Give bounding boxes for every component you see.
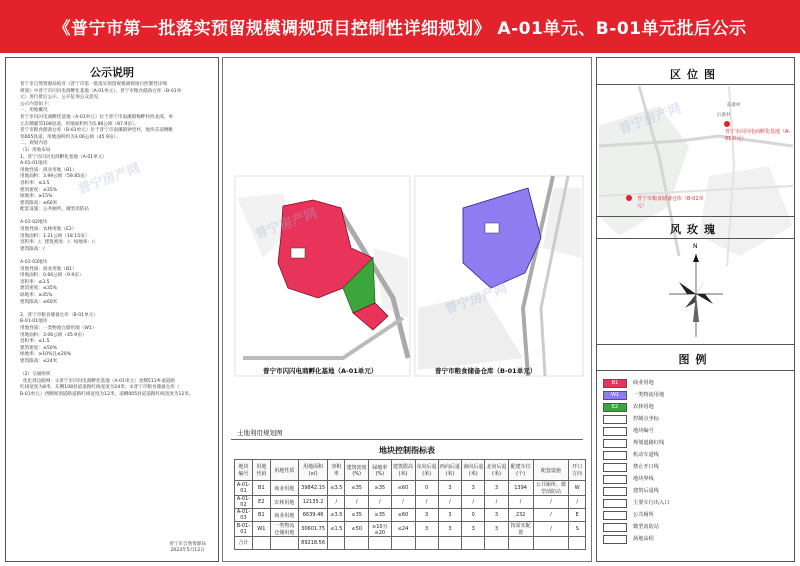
table-cell: 按需实配置	[508, 522, 533, 537]
location-map	[599, 86, 793, 266]
table-cell: E2	[252, 496, 270, 509]
legend-swatch	[603, 451, 627, 460]
legend-item	[601, 426, 791, 436]
table-cell: /	[569, 496, 586, 509]
notice-line: 公示内容如下：	[20, 101, 53, 107]
location-heading: 区位图	[670, 68, 721, 81]
table-row	[235, 509, 586, 522]
notice-line: （2）交通组织	[20, 372, 51, 378]
table-cell: S	[569, 522, 586, 537]
legend-item	[601, 510, 791, 520]
table-cell: 3	[438, 509, 461, 522]
watermark: 普宁房产网	[76, 161, 143, 198]
table-cell: 3	[485, 481, 508, 496]
notice-line: 建筑密度：≤50%	[20, 345, 58, 351]
table-cell: /	[533, 509, 569, 522]
divider	[597, 84, 794, 85]
watermark: 普宁房产网	[617, 101, 684, 138]
legend-swatch	[603, 463, 627, 472]
notice-line: 用地面积：3.06公顷（45.9亩）	[20, 332, 87, 338]
notice-line: 用地性质：商业用地（B1）	[20, 167, 77, 173]
table-cell: ≥35	[369, 481, 391, 496]
divider	[597, 370, 794, 371]
table-header-cell: 用地性质	[270, 460, 298, 481]
table-header-cell: 配套设施	[533, 460, 569, 481]
notice-line: 建筑限高：/	[20, 246, 45, 252]
legend-label: 一类物流用地	[633, 392, 665, 398]
legend-label: 微型消防站	[633, 524, 659, 530]
wind-rose-diagram	[669, 242, 723, 342]
legend-item	[601, 402, 791, 412]
notice-line: A-01-02地块	[20, 220, 48, 226]
table-cell: ≤50	[345, 522, 369, 537]
location-a01-label: 普宁市闪闪电商孵化基地（A-01单元）	[725, 129, 791, 142]
legend-item	[601, 438, 791, 448]
legend-item	[601, 498, 791, 508]
table-header-cell: 西向后退(米)	[438, 460, 461, 481]
table-cell: 3	[485, 522, 508, 537]
legend-swatch	[603, 439, 627, 448]
table-cell: B-01-01	[235, 522, 253, 537]
control-table-title: 地块控制指标表	[379, 446, 435, 455]
b01-location-marker	[626, 195, 632, 201]
table-cell: B1	[252, 509, 270, 522]
table-cell	[415, 537, 438, 550]
table-cell: 一类物流仓储用地	[270, 522, 298, 537]
table-cell: 商业用地	[270, 509, 298, 522]
notice-line: （1）用地布局	[20, 147, 51, 153]
notice-line: 一、用地概况	[20, 108, 48, 114]
page-title: 《普宁市第一批落实预留规模调规项目控制性详细规划》 A-01单元、B-01单元批后公示	[0, 0, 800, 53]
divider	[597, 238, 794, 239]
notice-line: 普宁市闪闪电商孵化基地（A-01单元）位于普宁市南溪镇梅畔村西北部，单	[20, 114, 173, 120]
table-cell	[391, 537, 415, 550]
legend-swatch	[603, 499, 627, 508]
table-cell: A-01-03	[235, 509, 253, 522]
table-cell: /	[369, 496, 391, 509]
notice-heading: 公示说明	[90, 66, 134, 79]
legend-swatch	[603, 511, 627, 520]
legend-swatch	[603, 523, 627, 532]
table-header-cell: 绿地率(%)	[369, 460, 391, 481]
table-cell: 合计	[235, 537, 253, 550]
table-cell: ≥35	[369, 509, 391, 522]
notice-line: 容积率：≤3.5	[20, 180, 50, 186]
table-cell: 3	[485, 509, 508, 522]
notice-line: 用地性质：农林用地（E2）	[20, 227, 77, 233]
legend-label: 地块编号	[633, 428, 654, 434]
table-cell: 3	[438, 522, 461, 537]
legend-swatch: E2	[603, 403, 627, 412]
table-header-cell: 南向后退(米)	[462, 460, 485, 481]
table-header-cell: 建筑密度(%)	[345, 460, 369, 481]
table-cell	[270, 537, 298, 550]
table-cell: 3	[415, 522, 438, 537]
table-cell	[462, 537, 485, 550]
divider	[231, 439, 583, 440]
legend-item	[601, 414, 791, 424]
table-cell	[369, 537, 391, 550]
legend-label: 规划道路红线	[633, 440, 665, 446]
notice-line: A-01-01地块	[20, 161, 48, 167]
table-cell: 3	[415, 509, 438, 522]
table-cell	[328, 537, 345, 550]
table-header-cell: 用地面积(㎡)	[298, 460, 328, 481]
table-cell	[533, 537, 569, 550]
table-row	[235, 537, 586, 550]
notice-line	[20, 306, 212, 313]
legend-label: 控制点坐标	[633, 416, 659, 422]
table-cell: ≤60	[391, 509, 415, 522]
table-cell: B1	[252, 481, 270, 496]
table-header-cell: 配建车位(个)	[508, 460, 533, 481]
table-cell: /	[485, 496, 508, 509]
table-cell: 公共厕所、微型消防站	[533, 481, 569, 496]
legend-label: 机动车道线	[633, 452, 659, 458]
legend-label: 商业用地	[633, 380, 654, 386]
wind-rose-heading: 风玫瑰	[670, 223, 721, 236]
table-cell: /	[533, 522, 569, 537]
table-cell: 232	[508, 509, 533, 522]
divider	[597, 216, 794, 217]
legend-item	[601, 486, 791, 496]
notice-line: 建筑限高：≤60米	[20, 299, 58, 305]
legend-item	[601, 450, 791, 460]
notice-line: 容积率：≤1.5	[20, 339, 50, 345]
notice-line: 建筑限高：≤60米	[20, 200, 58, 206]
table-cell: W	[569, 481, 586, 496]
notice-line: 普宁市粮食储备仓库（B-01单元）位于普宁市南溪镇钟堂村，地块东南侧毗	[20, 128, 174, 134]
table-cell: /	[462, 496, 485, 509]
legend-item	[601, 474, 791, 484]
table-header-cell: 北向后退(米)	[485, 460, 508, 481]
signature-org: 普宁市自然资源局	[169, 541, 206, 547]
table-cell: 0	[415, 481, 438, 496]
notice-line: 容积率：/；建筑密度：/；绿地率：/；	[20, 240, 99, 246]
legend-label: 禁止开口线	[633, 464, 659, 470]
table-cell: ≤60	[391, 481, 415, 496]
legend-swatch: B1	[603, 379, 627, 388]
place-label: 后寨村	[717, 113, 731, 118]
legend-label: 公共厕所	[633, 512, 654, 518]
table-cell: 12135.2	[298, 496, 328, 509]
a01-location-marker	[724, 121, 730, 127]
notice-line: 绿地率：≥35%	[20, 293, 53, 298]
notice-line	[20, 214, 212, 221]
notice-line: 绿地率：≥10%且≤20%	[20, 352, 72, 358]
notice-line	[20, 253, 212, 260]
table-cell: /	[438, 496, 461, 509]
a01-caption: 普宁市闪闪电商孵化基地（A-01单元）	[263, 367, 378, 375]
table-cell: E	[569, 509, 586, 522]
legend-heading: 图例	[678, 353, 713, 366]
table-header-cell: 开口方向	[569, 460, 586, 481]
notice-line: 建筑限高：≤24米	[20, 358, 58, 364]
table-cell: 3	[438, 481, 461, 496]
table-cell: 39842.15	[298, 481, 328, 496]
legend-swatch	[603, 487, 627, 496]
notice-line: 用地性质：商业用地（B1）	[20, 266, 77, 272]
table-cell: 89218.56	[298, 537, 328, 550]
legend-item	[601, 378, 791, 388]
notice-line: 元东侧紧邻108县道，用地面积约为5.86公顷（87.9亩）。	[20, 121, 139, 127]
table-cell: 3	[462, 481, 485, 496]
table-row	[235, 481, 586, 496]
table-header-cell: 容积率	[328, 460, 345, 481]
table-cell: W1	[252, 522, 270, 537]
table-cell: /	[508, 496, 533, 509]
table-cell: 3	[462, 522, 485, 537]
table-cell: 30601.75	[298, 522, 328, 537]
table-cell	[252, 537, 270, 550]
legend-swatch	[603, 415, 627, 424]
notice-line: 用地面积：3.99公顷（59.85亩）	[20, 174, 90, 180]
table-cell	[345, 537, 369, 550]
notice-line: 普宁市自然资源局拟对《普宁市第一批落实预留规模调规项目控制性详细	[20, 82, 168, 87]
table-cell: 商业用地	[270, 481, 298, 496]
notice-line: 二、规划内容	[20, 141, 48, 147]
divider	[597, 344, 794, 345]
legend-item	[601, 390, 791, 400]
table-cell: /	[345, 496, 369, 509]
legend-label: 场地高程	[633, 536, 654, 542]
notice-line: 邻005县道，用地面积约为3.06公顷（45.9亩）。	[20, 134, 121, 140]
notice-line: 用地面积：0.66公顷（9.9亩）	[20, 273, 84, 279]
legend-swatch	[603, 535, 627, 544]
legend-item	[601, 522, 791, 532]
notice-line: 建筑密度：≤35%	[20, 187, 58, 193]
place-label: 前寨村	[727, 103, 741, 108]
legend-item	[601, 534, 791, 544]
north-label: N	[693, 243, 698, 250]
table-header-row	[235, 460, 586, 481]
land-use-plan-label: 土地利用规划图	[237, 429, 283, 437]
table-header-cell: 建筑限高(米)	[391, 460, 415, 481]
b01-caption: 普宁市粮食储备仓库（B-01单元）	[435, 367, 537, 375]
notice-line: B-01-01地块	[20, 319, 48, 325]
table-cell: ≤35	[345, 509, 369, 522]
legend-swatch	[603, 427, 627, 436]
notice-line: 优化周边路网：①普宁市闪闪电商孵化基地（A-01单元）北侧511乡道道路	[20, 378, 175, 384]
legend-swatch	[603, 475, 627, 484]
table-cell	[438, 537, 461, 550]
notice-body	[20, 82, 212, 399]
table-cell	[508, 537, 533, 550]
right-panel	[596, 57, 795, 562]
watermark: 普宁房产网	[443, 281, 510, 318]
legend-label: 地块界线	[633, 476, 654, 482]
notice-line: 规划》中普宁市闪闪电商孵化基地（A-01单元）、普宁市粮食储备仓库（B-01单	[20, 88, 182, 94]
legend-label: 农林用地	[633, 404, 654, 410]
location-b01-label: 普宁市粮食储备仓库（B-01单元）	[637, 196, 704, 209]
table-cell: 农林用地	[270, 496, 298, 509]
table-header-cell: 地块编号	[235, 460, 253, 481]
legend-label: 主要车行出入口	[633, 500, 670, 506]
signature-date: 2023年5月12日	[170, 548, 205, 554]
watermark: 普宁房产网	[253, 206, 320, 243]
notice-line: 元）进行批后公示，公开征询公众意见。	[20, 95, 103, 101]
table-cell: ≥10且≤20	[369, 522, 391, 537]
table-cell: ≤1.5	[328, 522, 345, 537]
land-use-maps	[223, 58, 591, 458]
table-cell: 0	[462, 509, 485, 522]
table-cell: A-01-02	[235, 496, 253, 509]
table-cell: ≤3.5	[328, 509, 345, 522]
notice-line: 绿地率：≥15%	[20, 194, 53, 200]
notice-line: A-01-03地块	[20, 260, 48, 266]
table-cell: /	[391, 496, 415, 509]
notice-line: 用地面积：1.21公顷（18.15亩）	[20, 233, 90, 239]
notice-signature	[169, 542, 206, 555]
notice-line: B-01单元）西侧规划道路道路红线宽度为12米，南侧005县道道路红线宽度为12米。	[20, 391, 194, 397]
table-header-cell: 东向后退(米)	[415, 460, 438, 481]
table-cell: ≤3.5	[328, 481, 345, 496]
table-cell: A-01-01	[235, 481, 253, 496]
notice-line: 1、普宁市闪闪电商孵化基地（A-01单元）	[20, 154, 107, 160]
legend-item	[601, 462, 791, 472]
table-cell: 6639.46	[298, 509, 328, 522]
legend-label: 建筑后退线	[633, 488, 659, 494]
table-cell: ≤24	[391, 522, 415, 537]
a01-map	[235, 176, 410, 376]
table-cell: ≤35	[345, 481, 369, 496]
control-index-table	[234, 459, 586, 550]
table-header-cell: 用地代码	[252, 460, 270, 481]
notice-line: 红线宽度为8米，东侧108县道道路红线宽度为24米；②普宁市粮食储备仓库（	[20, 385, 180, 391]
legend-swatch: W1	[603, 391, 627, 400]
notice-line: 用地性质：一类物流仓储用地（W1）	[20, 325, 97, 331]
table-cell: /	[533, 496, 569, 509]
table-row	[235, 496, 586, 509]
notice-line: 配套设施：公共厕所、微型消防站	[20, 207, 89, 213]
table-cell	[569, 537, 586, 550]
table-cell	[485, 537, 508, 550]
notice-line: 建筑密度：≤35%	[20, 286, 58, 292]
notice-line: 2、普宁市粮食储备仓库（B-01单元）	[20, 312, 98, 318]
table-row	[235, 522, 586, 537]
b01-map	[415, 176, 583, 376]
table-cell: /	[328, 496, 345, 509]
notice-line: 容积率：≤3.5	[20, 279, 50, 285]
table-cell: 1394	[508, 481, 533, 496]
notice-panel	[5, 57, 219, 562]
table-cell: /	[415, 496, 438, 509]
